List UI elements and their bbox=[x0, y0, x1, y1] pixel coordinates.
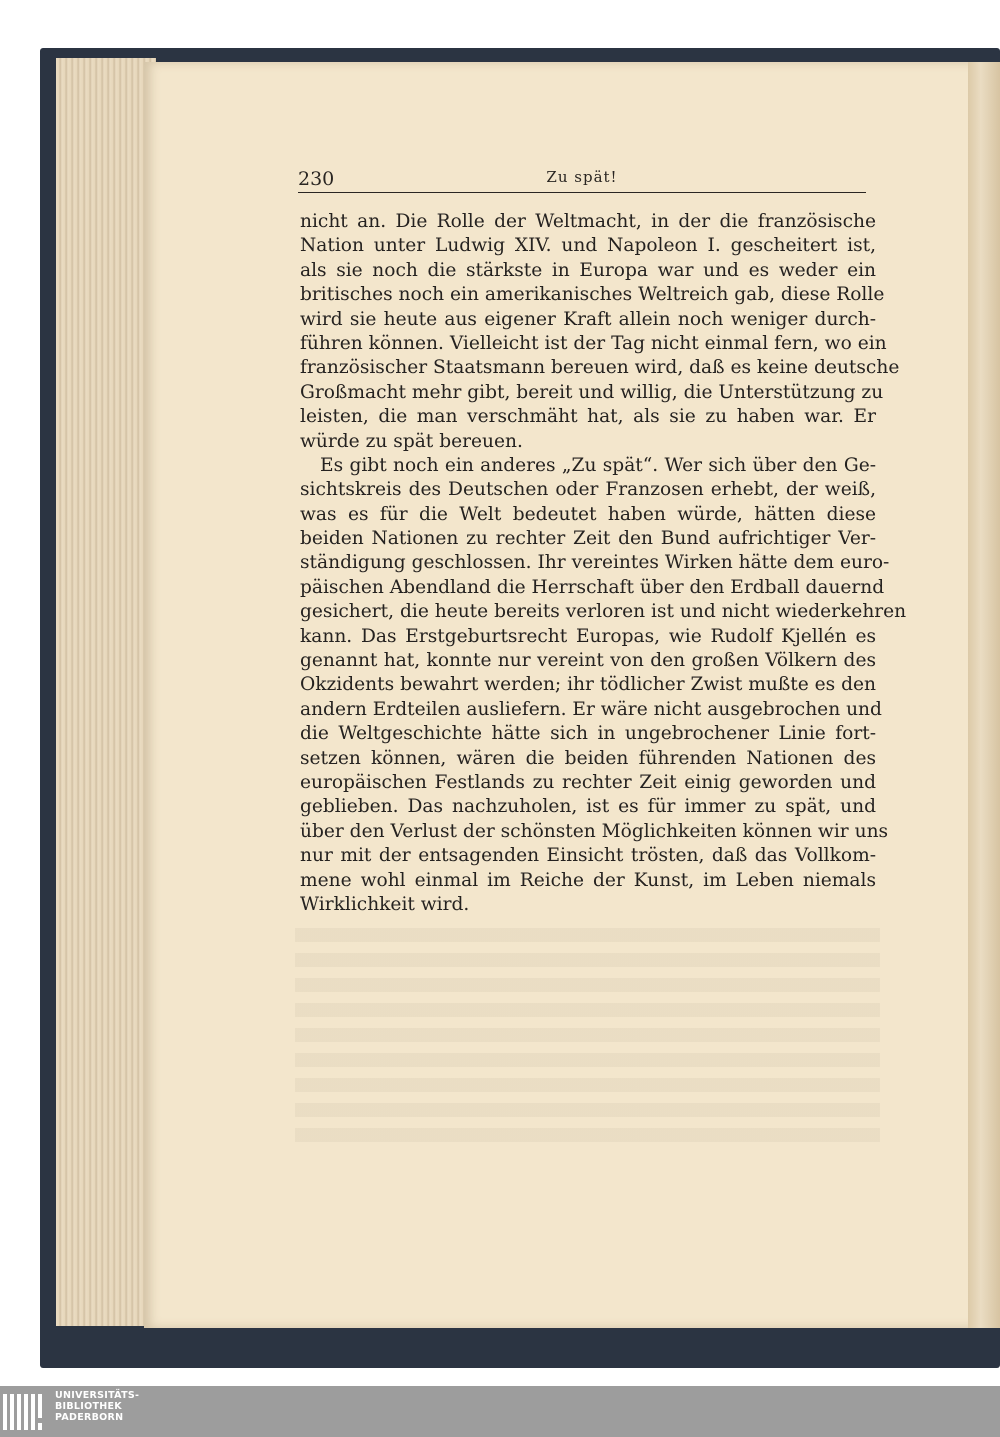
text-line: gesichert, die heute bereits verloren ist und nicht wiederkehren bbox=[300, 601, 907, 623]
library-name bbox=[55, 1390, 139, 1423]
running-head bbox=[298, 166, 866, 193]
text-line: Okzidents bewahrt werden; ihr tödlicher Zwist mußte es den bbox=[300, 674, 876, 696]
text-line: Großmacht mehr gibt, bereit und willig, die Unterstützung zu bbox=[300, 381, 884, 403]
text-line: Wirklichkeit wird. bbox=[300, 893, 470, 915]
text-line: Es gibt noch ein anderes „Zu spät“. Wer sich über den Ge- bbox=[320, 454, 876, 476]
body-text bbox=[300, 210, 907, 917]
page-edges bbox=[56, 58, 156, 1326]
text-line: päischen Abendland die Herrschaft über den Erdball dauernd bbox=[300, 576, 885, 598]
text-line: setzen können, wären die beiden führenden Nationen des bbox=[300, 747, 876, 769]
text-line: die Weltgeschichte hätte sich in ungebrochener Linie fort- bbox=[300, 723, 876, 745]
library-footer bbox=[0, 1386, 1000, 1437]
text-line: britisches noch ein amerikanisches Weltreich gab, diese Rolle bbox=[300, 284, 885, 306]
text-line: wird sie heute aus eigener Kraft allein noch weniger durch- bbox=[300, 308, 876, 330]
text-line: beiden Nationen zu rechter Zeit den Bund aufrichtiger Ver- bbox=[300, 528, 876, 550]
library-logo-icon bbox=[2, 1390, 48, 1434]
text-line: als sie noch die stärkste in Europa war und es weder ein bbox=[300, 259, 876, 281]
text-line: französischer Staatsmann bereuen wird, daß es keine deutsche bbox=[300, 357, 900, 379]
text-line: genannt hat, konnte nur vereint von den großen Völkern des bbox=[300, 650, 876, 672]
page-number: 230 bbox=[298, 168, 335, 190]
text-line: kann. Das Erstgeburtsrecht Europas, wie Rudolf Kjellén es bbox=[300, 625, 876, 647]
text-line: leisten, die man verschmäht hat, als sie zu haben war. Er bbox=[300, 406, 876, 428]
text-line: nicht an. Die Rolle der Weltmacht, in der die französische bbox=[300, 211, 876, 232]
show-through-text bbox=[295, 928, 880, 1148]
library-name-line: BIBLIOTHEK bbox=[55, 1401, 122, 1412]
text-line: sichtskreis des Deutschen oder Franzosen erhebt, der weiß, bbox=[300, 479, 876, 501]
text-line: würde zu spät bereuen. bbox=[300, 430, 523, 452]
text-line: ständigung geschlossen. Ihr vereintes Wirken hätte dem euro- bbox=[300, 552, 890, 574]
text-line: Nation unter Ludwig XIV. und Napoleon I. gescheitert ist, bbox=[300, 235, 876, 257]
text-line: was es für die Welt bedeutet haben würde, hätten diese bbox=[300, 503, 876, 525]
library-name-line: UNIVERSITÄTS- bbox=[55, 1390, 140, 1401]
library-name-line: PADERBORN bbox=[55, 1412, 124, 1423]
chapter-title: Zu spät! bbox=[546, 168, 618, 186]
text-line: über den Verlust der schönsten Möglichkeiten können wir uns bbox=[300, 820, 889, 842]
book-gutter bbox=[968, 62, 1000, 1328]
text-line: geblieben. Das nachzuholen, ist es für immer zu spät, und bbox=[300, 796, 876, 818]
text-line: führen können. Vielleicht ist der Tag nicht einmal fern, wo ein bbox=[300, 332, 887, 354]
text-line: andern Erdteilen ausliefern. Er wäre nicht ausgebrochen und bbox=[300, 698, 882, 720]
text-line: nur mit der entsagenden Einsicht trösten, daß das Vollkom- bbox=[300, 845, 876, 867]
text-line: mene wohl einmal im Reiche der Kunst, im Leben niemals bbox=[300, 869, 876, 891]
text-line: europäischen Festlands zu rechter Zeit einig geworden und bbox=[300, 771, 876, 793]
